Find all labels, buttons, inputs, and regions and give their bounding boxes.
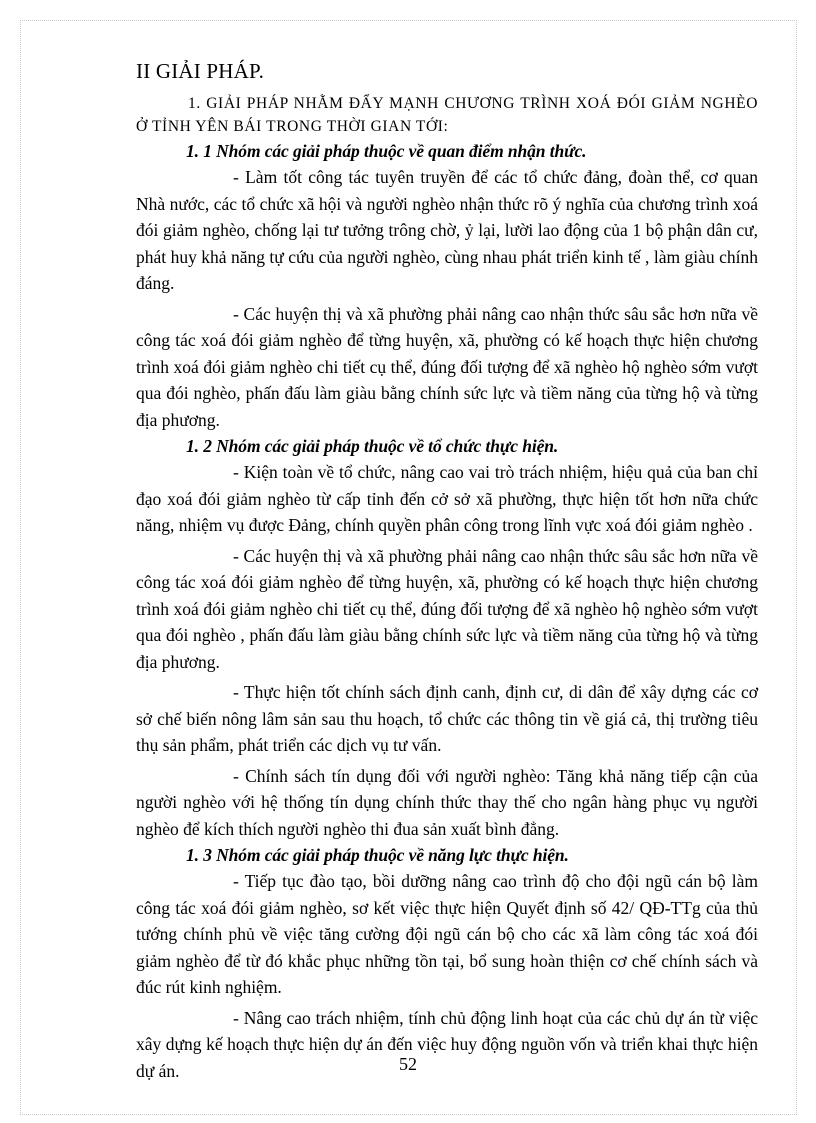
group-2-heading: 1. 2 Nhóm các giải pháp thuộc về tổ chức thực hiện. [186,436,559,456]
group-2-paragraph-1: - Kiện toàn về tổ chức, nâng cao vai trò trách nhiệm, hiệu quả của ban chỉ đạo xoá đói giảm nghèo từ cấp tỉnh đến cở sở xã phường, thực hiện tốt hơn nữa chức năng, nhiệm vụ được Đảng, chính quyền phân công trong lĩnh vực xoá đói giảm nghèo . [136,462,758,535]
page-number: 52 [399,1054,417,1074]
group-2-paragraph-3: - Thực hiện tốt chính sách định canh, định cư, di dân để xây dựng các cơ sở chế biến nông lâm sản sau thu hoạch, tổ chức các thông tin về giá cả, thị trường tiêu thụ sản phẩm, phát triển các dịch vụ tư vấn. [136,682,758,755]
group-2-paragraph-2: - Các huyện thị và xã phường phải nâng cao nhận thức sâu sắc hơn nữa về công tác xoá đói giảm nghèo để từng huyện, xã, phường có kế hoạch thực hiện chương trình xoá đói giảm nghèo chi tiết cụ thể, đúng đối tượng để xã nghèo hộ nghèo sớm vượt qua đói nghèo , phấn đấu làm giàu bằng chính sức lực và tiềm năng của từng hộ và từng địa phương. [136,545,758,672]
group-1-heading: 1. 1 Nhóm các giải pháp thuộc về quan điểm nhận thức. [186,141,587,161]
group-3-paragraph-2: - Nâng cao trách nhiệm, tính chủ động linh hoạt của các chủ dự án từ việc xây dựng kế hoạch thực hiện dự án đến việc huy động nguồn vốn và triển khai thực hiện dự án. [136,1007,758,1081]
group-3-paragraph-1: - Tiếp tục đào tạo, bồi dưỡng nâng cao trình độ cho đội ngũ cán bộ làm công tác xoá đói giảm nghèo, sơ kết việc thực hiện Quyết định số 42/ QĐ-TTg của thủ tướng chính phủ về việc tăng cường đội ngũ cán bộ cho các xã làm công tác xoá đói giảm nghèo để từ đó khắc phục những tồn tại, bổ sung hoàn thiện cơ chế chính sách và đúc rút kinh nghiệm. [136,871,758,997]
group-1-paragraph-2: - Các huyện thị và xã phường phải nâng cao nhận thức sâu sắc hơn nữa về công tác xoá đói giảm nghèo để từng huyện, xã, phường có kế hoạch thực hiện chương trình xoá đói giảm nghèo chi tiết cụ thể, đúng đối tượng để xã nghèo hộ nghèo sớm vượt qua đói nghèo, phấn đấu làm giàu bằng chính sức lực và tiềm năng của từng hộ và từng địa phương. [136,303,758,430]
group-1-paragraph-1: - Làm tốt công tác tuyên truyền để các tổ chức đảng, đoàn thể, cơ quan Nhà nước, các tổ chức xã hội và người nghèo nhận thức rõ ý nghĩa của chương trình xoá đói giảm nghèo, chống lại tư tưởng trông chờ, ỷ lại, lười lao động của 1 bộ phận dân cư, phát huy khả năng tự cứu của người nghèo, cùng nhau phát triển kinh tế , làm giàu chính đáng. [136,167,758,293]
group-3-heading: 1. 3 Nhóm các giải pháp thuộc về năng lực thực hiện. [186,845,569,865]
section-title: II GIẢI PHÁP. [136,59,265,83]
page-content [136,54,758,1084]
subsection-heading: 1. GIẢI PHÁP NHẰM ĐẨY MẠNH CHƯƠNG TRÌNH XOÁ ĐÓI GIẢM NGHÈO Ở TỈNH YÊN BÁI TRONG THỜI GIAN TỚI: [136,95,758,135]
group-2-paragraph-4: - Chính sách tín dụng đối với người nghèo: Tăng khả năng tiếp cận của người nghèo với hệ thống tín dụng chính thức thay thế cho ngân hàng phục vụ người nghèo để kích thích người nghèo thi đua sản xuất bình đẳng. [136,765,758,839]
